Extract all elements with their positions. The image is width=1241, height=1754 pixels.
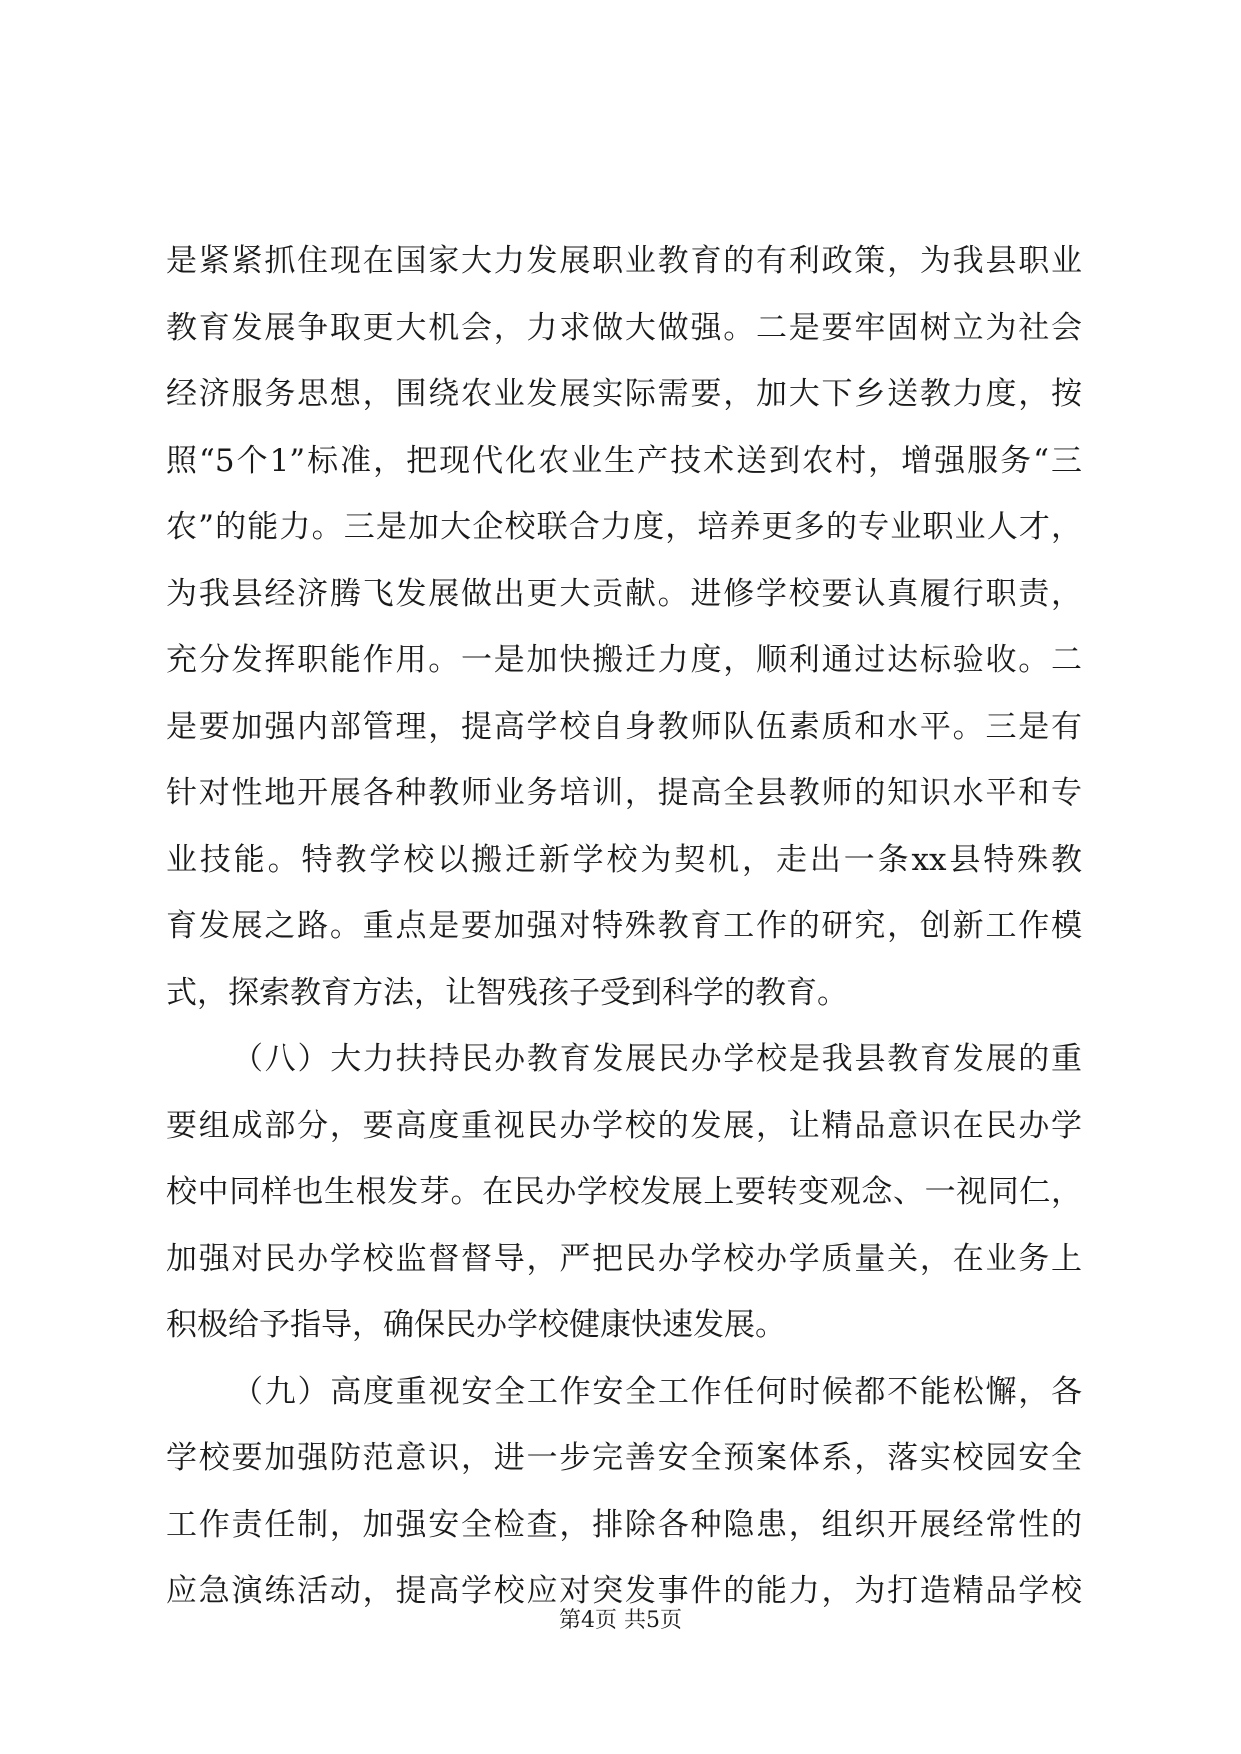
- text-line: 工作责任制，加强安全检查，排除各种隐患，组织开展经常性的: [166, 1506, 1082, 1543]
- body-text: [166, 228, 1082, 1625]
- text-line: 业技能。特教学校以搬迁新学校为契机，走出一条xx县特殊教: [166, 841, 1082, 878]
- text-line: 针对性地开展各种教师业务培训，提高全县教师的知识水平和专: [166, 775, 1082, 811]
- text-line: 加强对民办学校监督督导，严把民办学校办学质量关，在业务上: [166, 1240, 1082, 1277]
- text-line: 要组成部分，要高度重视民办学校的发展，让精品意识在民办学: [166, 1107, 1082, 1144]
- paragraph-start-line: （八）大力扶持民办教育发展民办学校是我县教育发展的重: [232, 1041, 1082, 1077]
- text-line: 是紧紧抓住现在国家大力发展职业教育的有利政策，为我县职业: [166, 243, 1082, 279]
- text-line: 学校要加强防范意识，进一步完善安全预案体系，落实校园安全: [166, 1440, 1082, 1476]
- text-line: 农”的能力。三是加大企校联合力度，培养更多的专业职业人才，: [166, 509, 1082, 545]
- paragraph-start-line: （九）高度重视安全工作安全工作任何时候都不能松懈，各: [232, 1373, 1082, 1410]
- text-line: 充分发挥职能作用。一是加快搬迁力度，顺利通过达标验收。二: [166, 642, 1082, 678]
- text-line: 经济服务思想，围绕农业发展实际需要，加大下乡送教力度，按: [166, 376, 1082, 412]
- text-line: 积极给予指导，确保民办学校健康快速发展。: [166, 1307, 786, 1343]
- text-line: 教育发展争取更大机会，力求做大做强。二是要牢固树立为社会: [166, 309, 1082, 346]
- text-line: 校中同样也生根发芽。在民办学校发展上要转变观念、一视同仁，: [166, 1174, 1082, 1210]
- text-line: 为我县经济腾飞发展做出更大贡献。进修学校要认真履行职责，: [166, 575, 1082, 612]
- text-line: 式，探索教育方法，让智残孩子受到科学的教育。: [166, 974, 848, 1011]
- text-line: 是要加强内部管理，提高学校自身教师队伍素质和水平。三是有: [166, 708, 1082, 745]
- text-line: 应急演练活动，提高学校应对突发事件的能力，为打造精品学校: [166, 1573, 1082, 1609]
- page-footer: 第4页 共5页: [559, 1608, 682, 1633]
- text-line: 照“5个1”标准，把现代化农业生产技术送到农村，增强服务“三: [166, 442, 1082, 479]
- text-line: 育发展之路。重点是要加强对特殊教育工作的研究，创新工作模: [166, 908, 1082, 944]
